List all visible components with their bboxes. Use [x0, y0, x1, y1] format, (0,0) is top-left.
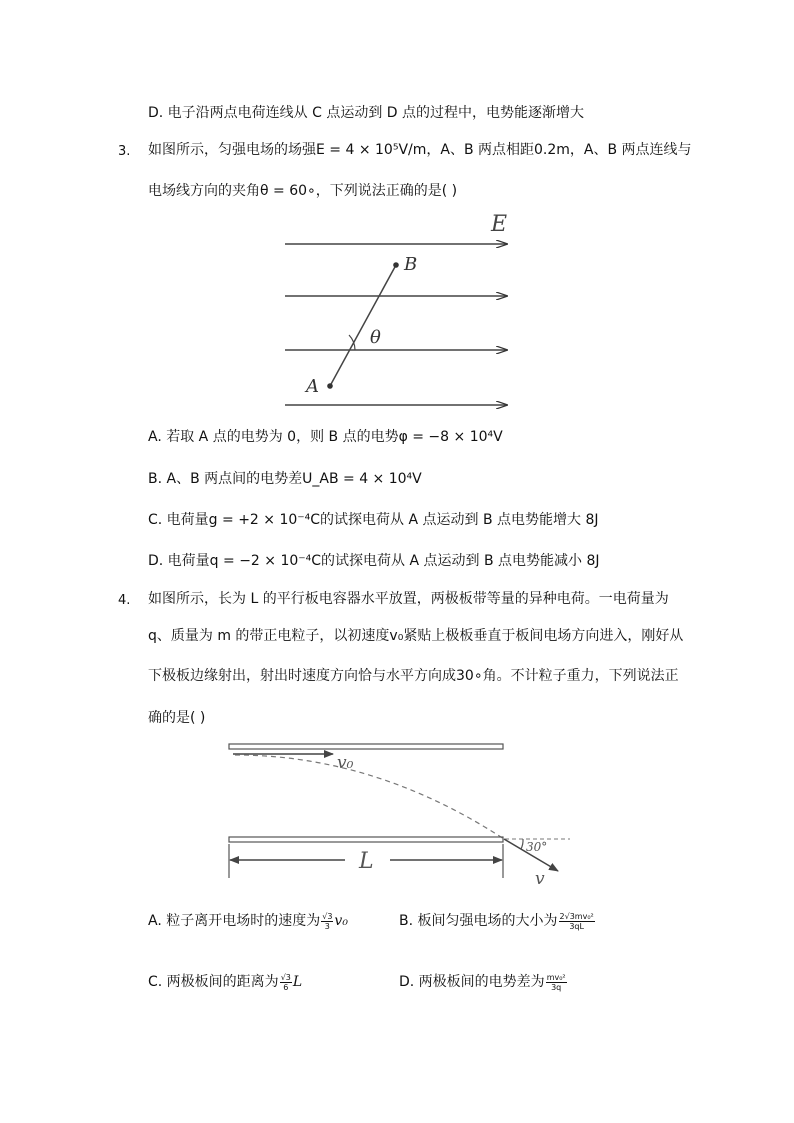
q3-option-c: C. 电荷量g = +2 × 10⁻⁴C的试探电荷从 A 点运动到 B 点电势能增大 8J — [148, 512, 599, 528]
label-l: L — [359, 849, 374, 874]
trajectory — [235, 755, 504, 839]
label-v0: v₀ — [337, 753, 354, 773]
point-b — [393, 262, 399, 268]
q4-option-a: A. 粒子离开电场时的速度为 $\frac{√3}{3}$ v₀ — [148, 911, 348, 931]
label-b: B — [404, 254, 418, 275]
q4-figure — [225, 738, 575, 890]
angle-30-arc — [521, 839, 523, 849]
fraction: $\frac{\text{2√3mv₀²}}{3qL}$ — [559, 911, 594, 931]
label-e: E — [491, 212, 508, 237]
q3-number: 3. — [118, 144, 131, 159]
segment-ab — [330, 265, 396, 386]
fraction: $\frac{√3}{3}$ — [322, 911, 333, 931]
lower-plate — [229, 837, 503, 842]
q3-figure — [275, 205, 525, 415]
q4-stem-line4: 确的是( ) — [148, 710, 206, 726]
q3-stem-line2: 电场线方向的夹角θ = 60∘，下列说法正确的是( ) — [148, 183, 458, 199]
q3-option-d: D. 电荷量q = −2 × 10⁻⁴C的试探电荷从 A 点运动到 B 点电势能减小 8J — [148, 553, 600, 569]
q4-stem-line3: 下极板边缘射出，射出时速度方向恰与水平方向成30∘角。不计粒子重力，下列说法正 — [148, 668, 679, 684]
q4-number: 4. — [118, 593, 131, 608]
fraction: $\frac{\text{mv₀²}}{3q}$ — [546, 972, 566, 992]
q4-stem-line2: q、质量为 m 的带正电粒子，以初速度v₀紧贴上极板垂直于板间电场方向进入，刚好从 — [148, 628, 684, 644]
q4-option-c: C. 两极板间的距离为 $\frac{√3}{6}$ L — [148, 972, 303, 992]
fraction: $\frac{√3}{6}$ — [280, 972, 291, 992]
label-v: v — [535, 869, 545, 889]
q3-stem-line1: 如图所示，匀强电场的场强E = 4 × 10⁵V/m，A、B 两点相距0.2m，A、B 两点连线与 — [148, 142, 692, 158]
upper-plate — [229, 744, 503, 749]
label-theta: θ — [370, 327, 381, 348]
angle-arc — [349, 335, 355, 350]
q4-option-b: B. 板间匀强电场的大小为 $\frac{\text{2√3mv₀²}}{3qL}$ — [399, 911, 594, 931]
label-30: 30° — [526, 840, 548, 854]
label-a: A — [306, 376, 319, 397]
q4-stem-line1: 如图所示，长为 L 的平行板电容器水平放置，两极板带等量的异种电荷。一电荷量为 — [148, 591, 669, 607]
q3-option-b: B. A、B 两点间的电势差U_AB = 4 × 10⁴V — [148, 471, 422, 487]
q2-option-d: D. 电子沿两点电荷连线从 C 点运动到 D 点的过程中，电势能逐渐增大 — [148, 105, 585, 121]
q3-option-a: A. 若取 A 点的电势为 0，则 B 点的电势φ = −8 × 10⁴V — [148, 429, 503, 445]
point-a — [327, 383, 333, 389]
q4-option-d: D. 两极板间的电势差为 $\frac{\text{mv₀²}}{3q}$ — [399, 972, 566, 992]
